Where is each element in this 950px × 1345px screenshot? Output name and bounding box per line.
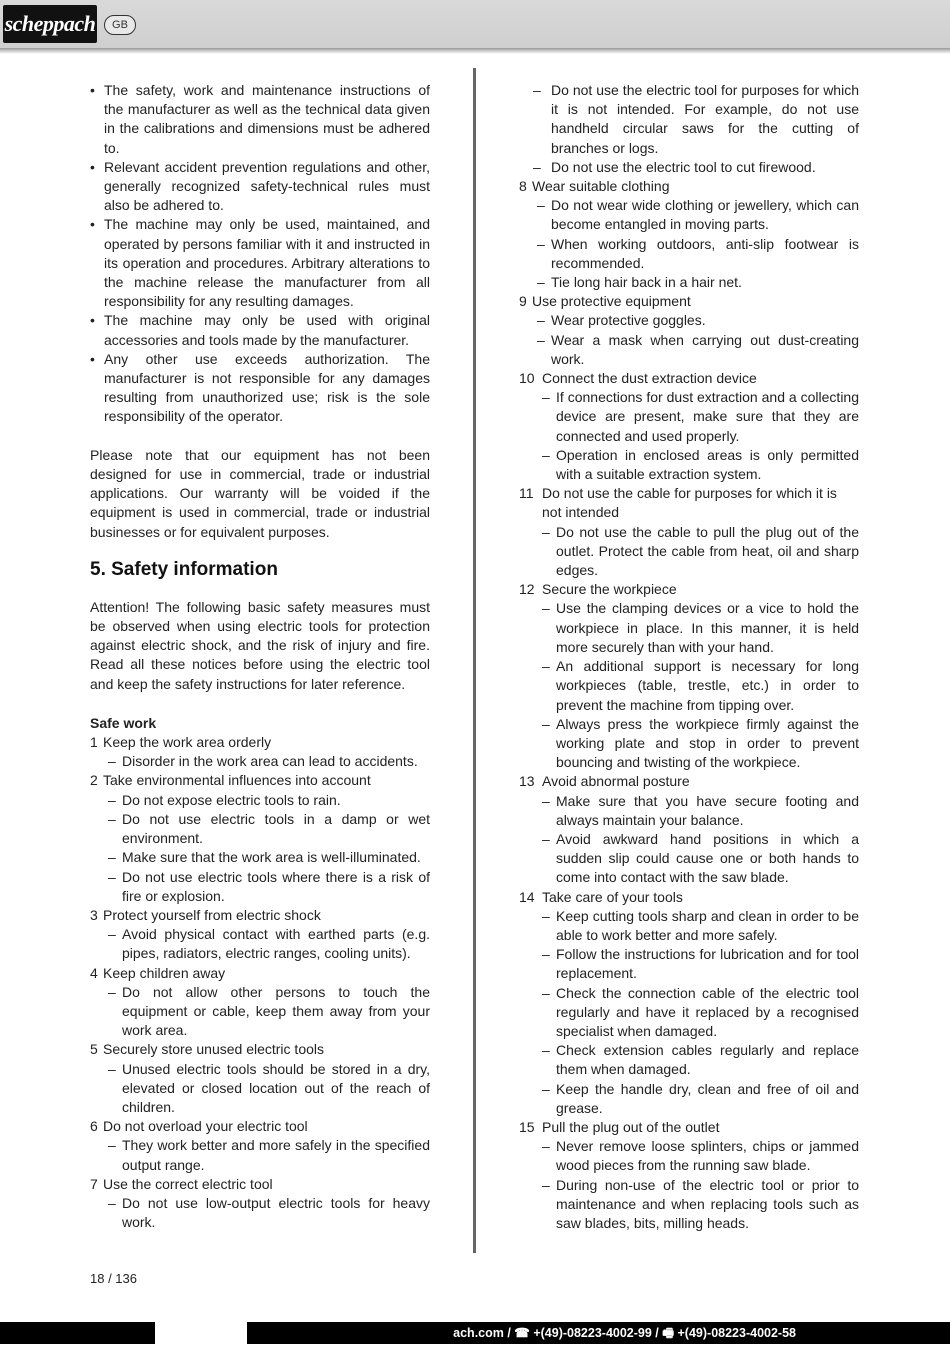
left-column (90, 81, 430, 1232)
numbered-item (519, 1118, 859, 1137)
subitem-text: Never remove loose splinters, chips or jammed wood pieces from the running saw blade. (556, 1138, 859, 1174)
list-subitem (519, 311, 859, 330)
subitem-text: Do not use the electric tool for purposes for which it is not intended. For example, do not use handheld circular saws for the cutting of branches or logs. (551, 82, 859, 156)
subitem-text: During non-use of the electric tool or prior to maintenance and when replacing tools such as saw blades, bits, milling heads. (556, 1176, 859, 1231)
numbered-item (519, 888, 859, 907)
item-title: Do not use the cable for purposes for which it is not intended (542, 485, 837, 521)
numbered-item (90, 771, 430, 790)
numbered-item (90, 1175, 430, 1194)
bullet-item: • The machine may only be used, maintained, and operated by persons familiar with it and instructed in its operation and procedures. Arbitrary alterations to the machine release the manufacturer from all responsibility for any resulting damages. (90, 215, 430, 311)
dash-marker: – (542, 792, 550, 809)
dash-marker: – (542, 830, 550, 847)
dash-marker: – (542, 523, 550, 540)
list-subitem (519, 196, 859, 234)
list-subitem (519, 81, 859, 158)
subitem-text: Wear protective goggles. (551, 312, 706, 329)
numbered-item (519, 369, 859, 388)
numbered-item (90, 1040, 430, 1059)
item-title: Protect yourself from electric shock (103, 906, 321, 923)
subitem-text: Always press the workpiece firmly against the working plate and stop in order to prevent bouncing and twisting of the workpiece. (556, 715, 859, 771)
subitem-text: Use the clamping devices or a vice to hold the workpiece in place. In this manner, it is held more securely than with your hand. (556, 600, 859, 655)
item-title: Pull the plug out of the outlet (542, 1118, 720, 1135)
list-subitem (90, 752, 430, 771)
list-subitem (90, 848, 430, 867)
subitem-text: Do not expose electric tools to rain. (122, 791, 341, 808)
subitem-text: Do not use electric tools in a damp or wet environment. (122, 810, 430, 847)
dash-marker: – (542, 600, 550, 617)
subheading-safe-work: Safe work (90, 714, 157, 731)
dash-marker: – (108, 926, 116, 943)
subitem-text: Keep the handle dry, clean and free of oil and grease. (556, 1080, 859, 1116)
dash-marker: – (108, 791, 116, 808)
item-number: 10 (519, 370, 535, 387)
dash-marker: – (108, 1194, 116, 1211)
dash-marker: – (533, 82, 541, 98)
subitem-text: Do not use low-output electric tools for heavy work. (122, 1194, 430, 1231)
right-column (519, 81, 859, 1233)
item-title: Securely store unused electric tools (103, 1041, 324, 1058)
list-subitem (519, 984, 859, 1042)
dash-marker: – (108, 868, 116, 885)
item-number: 11 (519, 485, 534, 502)
list-subitem (519, 388, 859, 446)
list-subitem (519, 523, 859, 581)
dash-marker: – (537, 197, 545, 214)
subitem-text: Follow the instructions for lubrication and for tool replacement. (556, 946, 859, 982)
item-title: Wear suitable clothing (532, 178, 670, 195)
item-number: 6 (90, 1118, 98, 1135)
numbered-item (90, 906, 430, 925)
dash-marker: – (542, 658, 550, 675)
item-number: 2 (90, 772, 98, 789)
item-number: 9 (519, 293, 527, 310)
list-subitem (90, 1136, 430, 1174)
item-title: Connect the dust extraction device (542, 370, 757, 387)
numbered-item (519, 484, 859, 522)
item-title: Secure the workpiece (542, 581, 677, 598)
item-title: Keep children away (103, 964, 226, 981)
dash-marker: – (537, 331, 545, 348)
list-subitem (519, 945, 859, 983)
item-number: 5 (90, 1041, 98, 1058)
item-number: 15 (519, 1118, 535, 1135)
brand-logo: scheppach (3, 5, 97, 43)
list-subitem (90, 1060, 430, 1118)
subitem-text: Check extension cables regularly and replace them when damaged. (556, 1042, 859, 1078)
dash-marker: – (542, 984, 550, 1001)
list-subitem (90, 1194, 430, 1232)
subitem-text: Disorder in the work area can lead to accidents. (122, 753, 418, 770)
list-subitem (519, 158, 859, 177)
item-title: Avoid abnormal posture (542, 773, 690, 790)
subitem-text: If connections for dust extraction and a collecting device are present, make sure that they are connected and used properly. (556, 389, 859, 444)
language-badge: GB (104, 15, 136, 35)
dash-marker: – (108, 810, 116, 827)
item-title: Use protective equipment (532, 293, 691, 310)
list-subitem (519, 446, 859, 484)
subitem-text: Keep cutting tools sharp and clean in order to be able to work better and more safely. (556, 907, 859, 943)
dash-marker: – (542, 1138, 550, 1155)
list-subitem (519, 331, 859, 369)
section-title: 5. Safety information (90, 558, 278, 580)
dash-marker: – (537, 235, 545, 252)
numbered-item (90, 1117, 430, 1136)
item-number: 7 (90, 1175, 98, 1192)
dash-marker: – (542, 1176, 550, 1193)
commercial-use-note: Please note that our equipment has not been designed for use in commercial, trade or industrial applications. Our warranty will be voided if the equipment is used in commercial, trade or industrial businesses or for equivalent purposes. (90, 446, 430, 540)
list-subitem (519, 1080, 859, 1118)
attention-paragraph: Attention! The following basic safety measures must be observed when using electric tools for protection against electric shock, and the risk of injury and fire. Read all these notices before using the electric tool and keep the safety instructions for later reference. (90, 598, 430, 692)
subitem-text: They work better and more safely in the specified output range. (122, 1137, 430, 1173)
footer-gap (155, 1322, 247, 1344)
bullet-item: • The safety, work and maintenance instructions of the manufacturer as well as the technical data given in the calibrations and dimensions must be adhered to. (90, 81, 430, 158)
list-subitem (519, 1176, 859, 1234)
subitem-text: An additional support is necessary for long workpieces (table, trestle, etc.) in order to prevent the machine from tipping over. (556, 658, 859, 713)
list-subitem (519, 1041, 859, 1079)
item-number: 4 (90, 964, 98, 981)
dash-marker: – (542, 946, 550, 963)
dash-marker: – (108, 753, 116, 770)
item-number: 8 (519, 178, 527, 195)
item-title: Use the correct electric tool (103, 1175, 273, 1192)
subitem-text: When working outdoors, anti-slip footwear is recommended. (551, 235, 859, 271)
list-subitem (519, 715, 859, 773)
dash-marker: – (542, 1080, 550, 1097)
numbered-item (519, 292, 859, 311)
subitem-text: Wear a mask when carrying out dust-creating work. (551, 331, 859, 367)
list-subitem (519, 830, 859, 888)
item-number: 13 (519, 773, 535, 790)
page-header (0, 0, 950, 48)
numbered-item (90, 733, 430, 752)
bullet-item: • The machine may only be used with original accessories and tools made by the manufacturer. (90, 311, 430, 349)
dash-marker: – (537, 312, 545, 329)
list-subitem (519, 792, 859, 830)
subitem-text: Unused electric tools should be stored in a dry, elevated or closed location out of the reach of children. (122, 1060, 430, 1115)
list-subitem (519, 599, 859, 657)
subitem-text: Check the connection cable of the electric tool regularly and have it replaced by a recognised specialist when damaged. (556, 984, 859, 1039)
dash-marker: – (542, 389, 550, 406)
dash-marker: – (542, 907, 550, 924)
subitem-text: Tie long hair back in a hair net. (551, 274, 742, 291)
subitem-text: Operation in enclosed areas is only permitted with a suitable extraction system. (556, 446, 859, 483)
subitem-text: Avoid physical contact with earthed parts (e.g. pipes, radiators, electric ranges, cooling units). (122, 926, 430, 962)
subitem-text: Make sure that the work area is well-illuminated. (122, 849, 421, 866)
list-subitem (90, 983, 430, 1041)
item-number: 1 (90, 734, 98, 751)
safety-list-left (90, 733, 430, 1232)
dash-marker: – (533, 158, 541, 175)
numbered-item (519, 772, 859, 791)
bullet-item: • Relevant accident prevention regulations and other, generally recognized safety-technical rules must also be adhered to. (90, 158, 430, 216)
safety-list-right (519, 177, 859, 1233)
item-number: 12 (519, 581, 535, 598)
list-subitem (90, 810, 430, 848)
list-subitem (519, 273, 859, 292)
dash-marker: – (108, 1137, 116, 1154)
dash-marker: – (542, 715, 550, 732)
dash-marker: – (108, 983, 116, 1000)
numbered-item (519, 177, 859, 196)
item-title: Take environmental influences into account (103, 772, 371, 789)
bullet-item: • Any other use exceeds authorization. The manufacturer is not responsible for any damages resulting from unauthorized use; risk is the sole responsibility of the operator. (90, 350, 430, 427)
subitem-text: Do not use electric tools where there is a risk of fire or explosion. (122, 868, 430, 904)
subitem-text: Do not wear wide clothing or jewellery, which can become entangled in moving parts. (551, 197, 859, 233)
dash-marker: – (108, 849, 116, 866)
footer-contact: ach.com / ☎ +(49)-08223-4002-99 / 🖷 +(49)-08223-4002-58 (453, 1326, 796, 1340)
list-subitem (90, 868, 430, 906)
column-divider (473, 68, 476, 1253)
item-number: 3 (90, 906, 98, 923)
subitem-text: Make sure that you have secure footing and always maintain your balance. (556, 792, 859, 828)
numbered-item (519, 580, 859, 599)
dash-marker: – (542, 1042, 550, 1059)
dash-marker: – (108, 1060, 116, 1077)
item-title: Take care of your tools (542, 888, 683, 905)
subitem-text: Avoid awkward hand positions in which a sudden slip could cause one or both hands to come into contact with the saw blade. (556, 830, 859, 886)
list-subitem (519, 657, 859, 715)
numbered-item (90, 964, 430, 983)
list-subitem (90, 925, 430, 963)
subitem-text: Do not use the cable to pull the plug out of the outlet. Protect the cable from heat, oil and sharp edges. (556, 523, 859, 579)
list-subitem (519, 907, 859, 945)
subitem-text: Do not allow other persons to touch the equipment or cable, keep them away from your work area. (122, 983, 430, 1039)
page-number: 18 / 136 (90, 1271, 137, 1286)
item-title: Keep the work area orderly (103, 734, 272, 751)
item-title: Do not overload your electric tool (103, 1118, 308, 1135)
list-subitem (90, 791, 430, 810)
list-subitem (519, 235, 859, 273)
subitem-text: Do not use the electric tool to cut firewood. (551, 158, 816, 175)
list-subitem (519, 1137, 859, 1175)
item-number: 14 (519, 888, 535, 905)
dash-marker: – (542, 446, 550, 463)
dash-marker: – (537, 274, 545, 291)
header-shadow (0, 48, 950, 54)
